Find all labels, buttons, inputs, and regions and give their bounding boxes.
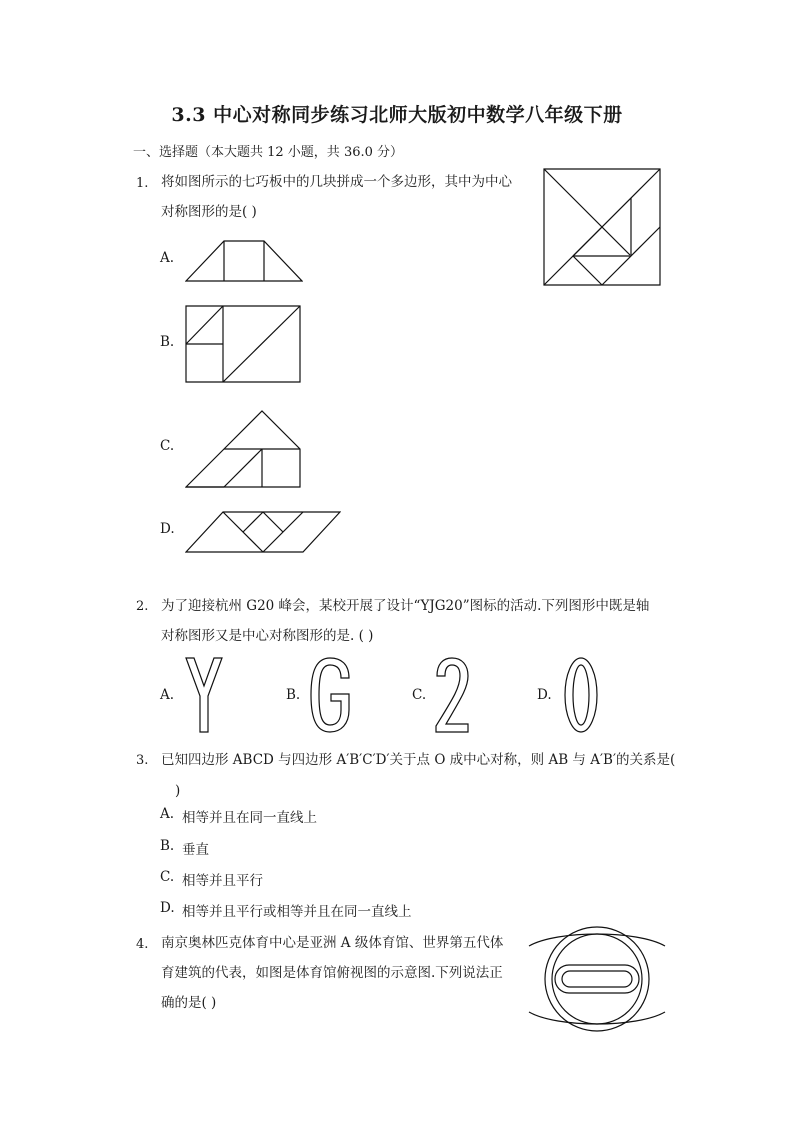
q1-option-a-label: A. — [160, 250, 175, 266]
question-3-number: 3. — [136, 753, 149, 768]
q2-option-a-label: A. — [160, 687, 175, 703]
question-1-line-1: 将如图所示的七巧板中的几块拼成一个多边形，其中为中心 — [161, 174, 512, 190]
tangram-house-icon — [185, 410, 303, 488]
q3-option-a-text: 相等并且在同一直线上 — [182, 810, 317, 826]
section-heading: 一、选择题（本大题共 12 小题，共 36.0 分） — [133, 145, 404, 160]
outline-letter-g-icon — [309, 656, 351, 734]
q2-option-d-label: D. — [537, 687, 552, 703]
q3-option-a-label: A. — [160, 806, 175, 822]
stadium-top-view-figure — [527, 924, 667, 1034]
question-3-line-1: 已知四边形 ABCD 与四边形 A′B′C′D′关于点 O 成中心对称，则 AB 与 A′B′的关系是( — [161, 752, 676, 768]
question-3-line-2: ) — [175, 783, 181, 799]
q1-option-d-label: D. — [160, 521, 175, 537]
q3-option-c-label: C. — [160, 869, 175, 885]
question-4-number: 4. — [136, 937, 149, 952]
outline-digit-0-icon — [563, 656, 599, 734]
q3-option-d-label: D. — [160, 900, 175, 916]
tangram-square-figure — [543, 168, 661, 286]
page-title: 3.3 中心对称同步练习北师大版初中数学八年级下册 — [171, 104, 623, 126]
question-2-number: 2. — [136, 599, 149, 614]
outline-letter-y-icon — [184, 656, 224, 734]
question-1-line-2: 对称图形的是( ) — [161, 204, 257, 220]
outline-digit-2-icon — [434, 656, 470, 734]
q2-option-b-label: B. — [286, 687, 301, 703]
question-1-number: 1. — [136, 176, 149, 191]
question-2-line-2: 对称图形又是中心对称图形的是. ( ) — [161, 628, 374, 644]
question-4-line-3: 确的是( ) — [161, 995, 217, 1011]
q2-option-c-label: C. — [412, 687, 427, 703]
question-4-line-2: 育建筑的代表，如图是体育馆俯视图的示意图.下列说法正 — [161, 965, 503, 981]
tangram-parallelogram-icon — [185, 511, 341, 553]
q1-option-b-label: B. — [160, 334, 175, 350]
q3-option-c-text: 相等并且平行 — [182, 873, 263, 889]
tangram-trapezoid-icon — [185, 238, 303, 282]
question-2-line-1: 为了迎接杭州 G20 峰会，某校开展了设计“YJG20”图标的活动.下列图形中既是轴 — [161, 598, 650, 614]
tangram-rectangle-icon — [185, 305, 301, 383]
q3-option-b-text: 垂直 — [182, 842, 209, 858]
q3-option-b-label: B. — [160, 838, 175, 854]
q1-option-c-label: C. — [160, 438, 175, 454]
q3-option-d-text: 相等并且平行或相等并且在同一直线上 — [182, 904, 412, 920]
question-4-line-1: 南京奥林匹克体育中心是亚洲 A 级体育馆、世界第五代体 — [161, 935, 504, 951]
